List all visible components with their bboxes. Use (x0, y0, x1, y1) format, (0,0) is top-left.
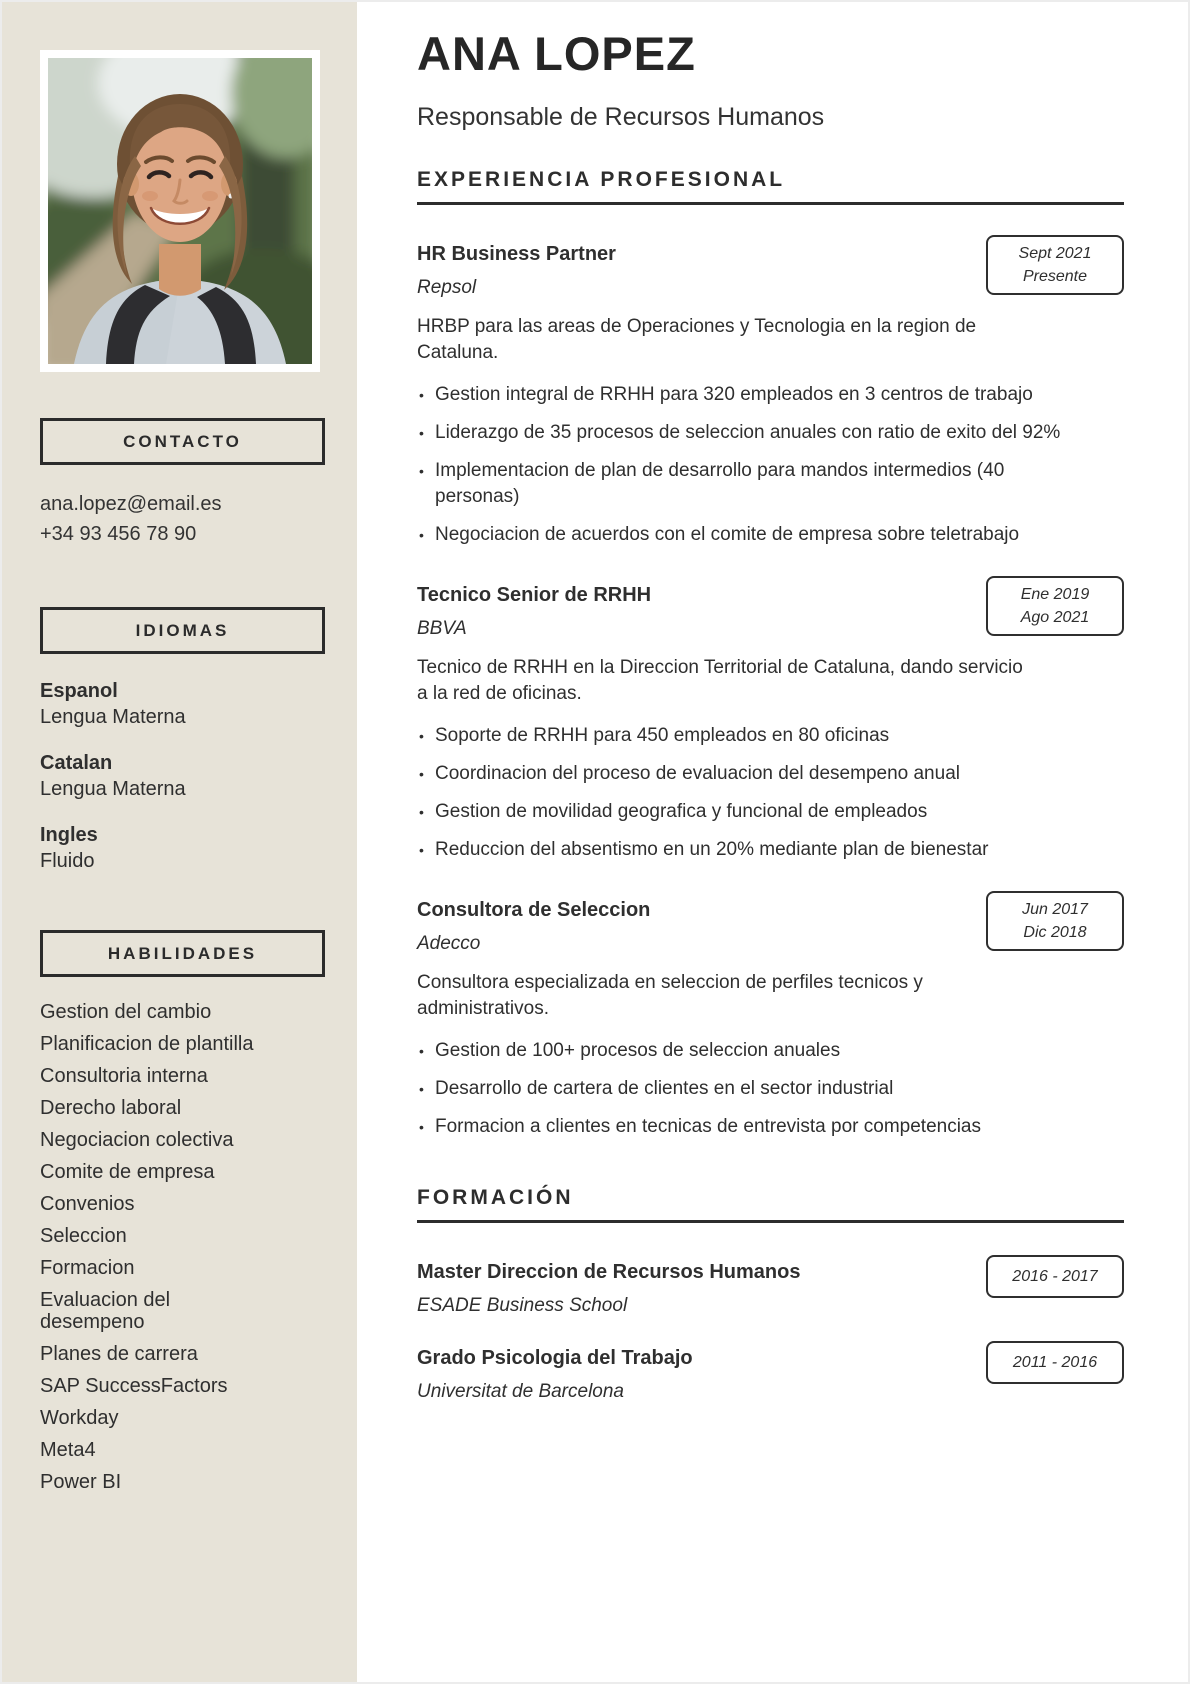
date-start: Jun 2017 (1022, 901, 1088, 918)
skill-item: Workday (40, 1407, 119, 1429)
language-item (40, 678, 325, 730)
date-badge: 2016 - 2017 (986, 1255, 1124, 1298)
skill-item: Negociacion colectiva (40, 1129, 234, 1151)
contact-email: ana.lopez@email.es (40, 493, 222, 515)
job-bullet: • Implementacion de plan de desarrollo para mandos intermedios (40 personas) (417, 458, 1067, 510)
date-badge (986, 576, 1124, 636)
date-end: Presente (1022, 268, 1088, 285)
school-name: ESADE Business School (417, 1295, 628, 1316)
experience-section-header: EXPERIENCIA PROFESIONAL (417, 168, 1124, 205)
job-title: HR Business Partner (417, 243, 616, 265)
job-title: Consultora de Seleccion (417, 899, 651, 921)
skill-item: Comite de empresa (40, 1161, 215, 1183)
language-name: Ingles (40, 824, 98, 846)
job-bullet: • Reduccion del absentismo en un 20% mediante plan de bienestar (417, 837, 1067, 863)
company-name: Repsol (417, 277, 477, 298)
skill-item: Seleccion (40, 1225, 127, 1247)
skill-item: Gestion del cambio (40, 1001, 212, 1023)
job-description: HRBP para las areas de Operaciones y Tecnologia en la region de Cataluna. (417, 316, 977, 363)
date-start: Ene 2019 (1020, 586, 1090, 603)
company-name: BBVA (417, 618, 467, 639)
job-bullets (417, 1038, 1124, 1140)
job-description: Tecnico de RRHH en la Direccion Territorial de Cataluna, dando servicio a la red de oficinas. (417, 657, 1023, 704)
job-bullet: • Gestion integral de RRHH para 320 empleados en 3 centros de trabajo (417, 382, 1067, 408)
languages-header-label: IDIOMAS (135, 621, 230, 640)
skill-item: Evaluacion del desempeno (40, 1289, 171, 1333)
job-entry (417, 899, 1124, 1140)
job-bullet: • Gestion de movilidad geografica y funcional de empleados (417, 799, 1067, 825)
skill-item: Planes de carrera (40, 1343, 198, 1365)
job-title-subtitle: Responsable de Recursos Humanos (417, 103, 825, 131)
language-item (40, 750, 325, 802)
language-level: Lengua Materna (40, 778, 186, 800)
contact-info (40, 489, 325, 549)
portrait-illustration (48, 58, 312, 364)
skill-item: Formacion (40, 1257, 135, 1279)
skill-item: Meta4 (40, 1439, 96, 1461)
job-title: Tecnico Senior de RRHH (417, 584, 652, 606)
language-item (40, 822, 325, 874)
job-bullet: • Coordinacion del proceso de evaluacion del desempeno anual (417, 761, 1067, 787)
job-bullet: • Formacion a clientes en tecnicas de entrevista por competencias (417, 1114, 1067, 1140)
job-bullet: • Gestion de 100+ procesos de seleccion anuales (417, 1038, 1067, 1064)
education-section-header: FORMACIÓN (417, 1186, 1124, 1223)
language-level: Lengua Materna (40, 706, 186, 728)
date-end: Ago 2021 (1020, 609, 1090, 626)
job-entry (417, 243, 1124, 548)
languages-header (40, 607, 325, 654)
page-title: ANA LOPEZ (417, 27, 696, 80)
education-entry (417, 1261, 1124, 1317)
degree-title: Master Direccion de Recursos Humanos (417, 1261, 801, 1283)
job-description: Consultora especializada en seleccion de perfiles tecnicos y administrativos. (417, 972, 923, 1019)
date-badge (986, 235, 1124, 295)
date-end: Dic 2018 (1023, 924, 1087, 941)
skill-item: Consultoria interna (40, 1065, 208, 1087)
skills-header-label: HABILIDADES (107, 944, 258, 963)
sidebar (2, 2, 357, 1682)
profile-photo (40, 50, 320, 372)
date-start: Sept 2021 (1018, 245, 1092, 262)
degree-title: Grado Psicologia del Trabajo (417, 1347, 693, 1369)
language-name: Espanol (40, 680, 118, 702)
job-bullets (417, 382, 1124, 548)
job-bullet: • Liderazgo de 35 procesos de seleccion anuales con ratio de exito del 92% (417, 420, 1067, 446)
job-bullet: • Soporte de RRHH para 450 empleados en 80 oficinas (417, 723, 1067, 749)
skill-item: Derecho laboral (40, 1097, 182, 1119)
company-name: Adecco (417, 933, 481, 954)
skill-item: SAP SuccessFactors (40, 1375, 228, 1397)
school-name: Universitat de Barcelona (417, 1381, 624, 1402)
skills-list (40, 1001, 280, 1493)
language-name: Catalan (40, 752, 113, 774)
skill-item: Convenios (40, 1193, 135, 1215)
job-bullet: • Desarrollo de cartera de clientes en el sector industrial (417, 1076, 1067, 1102)
job-entry (417, 584, 1124, 863)
contact-header (40, 418, 325, 465)
skills-header (40, 930, 325, 977)
language-level: Fluido (40, 850, 95, 872)
skill-item: Planificacion de plantilla (40, 1033, 254, 1055)
education-entry (417, 1347, 1124, 1403)
date-badge: 2011 - 2016 (986, 1341, 1124, 1384)
job-bullets (417, 723, 1124, 863)
main-content (357, 2, 1188, 1682)
contact-phone: +34 93 456 78 90 (40, 523, 197, 545)
contact-header-label: CONTACTO (123, 432, 242, 451)
date-badge (986, 891, 1124, 951)
languages-list (40, 678, 325, 874)
job-bullet: • Negociacion de acuerdos con el comite de empresa sobre teletrabajo (417, 522, 1067, 548)
skill-item: Power BI (40, 1471, 122, 1493)
